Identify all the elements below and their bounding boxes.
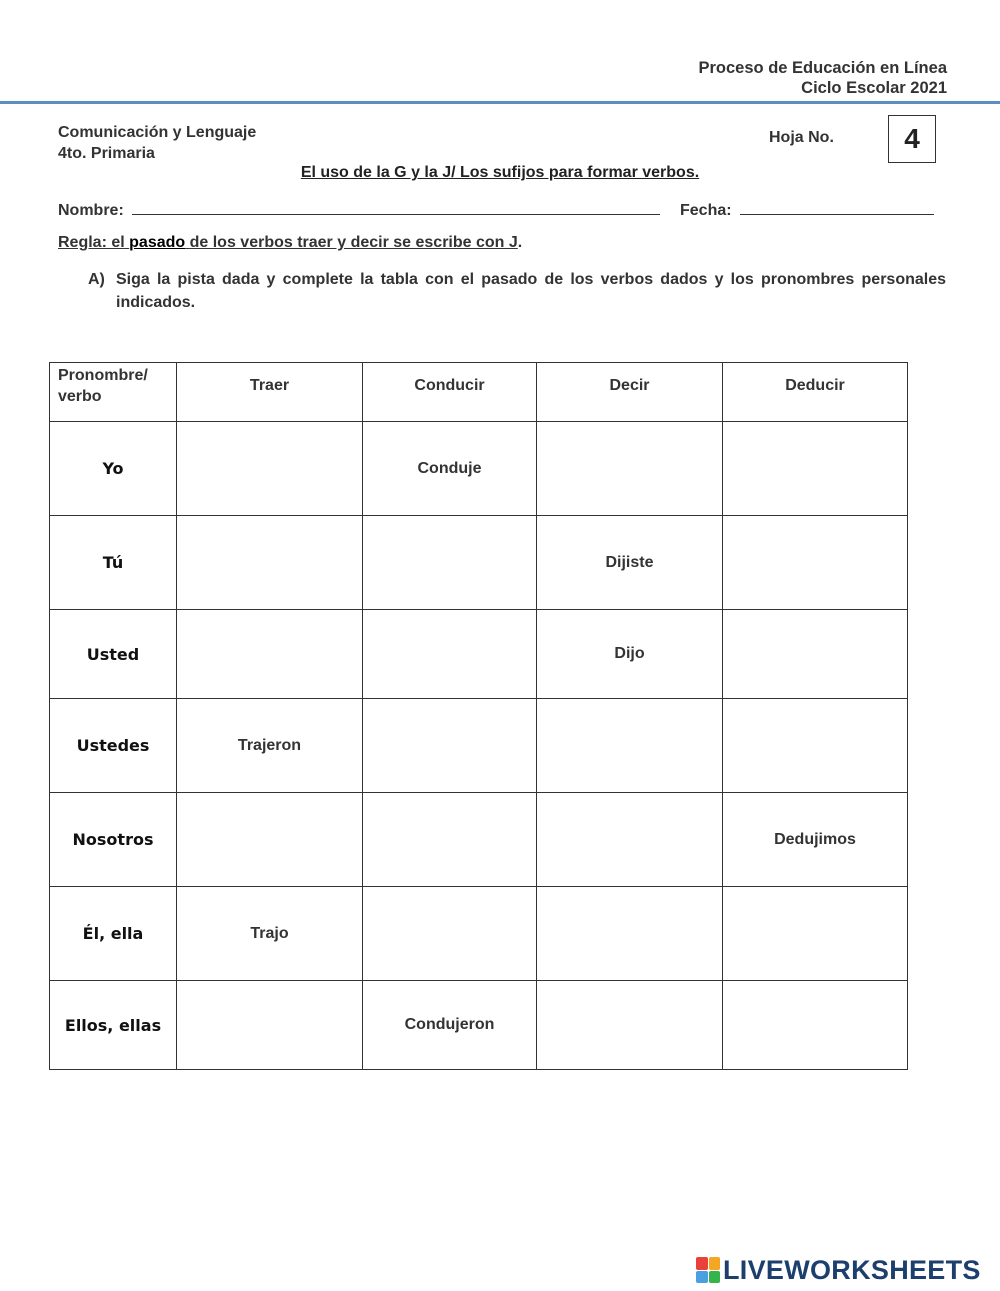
column-header: Deducir (723, 363, 908, 422)
answer-cell: Dijo (537, 610, 723, 699)
course-name: Comunicación y Lenguaje (58, 124, 257, 141)
logo-square-green (709, 1271, 721, 1284)
blank-answer-cell[interactable] (723, 981, 908, 1070)
sheet-label: Hoja No. (769, 129, 834, 146)
sheet-number: 4 (888, 115, 936, 163)
rule-text (58, 234, 522, 252)
pronoun-cell: Ustedes (50, 699, 177, 793)
pronoun-cell: Tú (50, 516, 177, 610)
table-row (50, 793, 908, 887)
blank-answer-cell[interactable] (537, 793, 723, 887)
table-row (50, 610, 908, 699)
blank-answer-cell[interactable] (363, 887, 537, 981)
table-header-row (50, 363, 908, 422)
date-field[interactable] (680, 199, 934, 220)
answer-cell: Condujeron (363, 981, 537, 1070)
answer-cell: Trajo (177, 887, 363, 981)
logo-text: LIVEWORKSHEETS (723, 1254, 981, 1285)
instruction (88, 268, 946, 314)
table-row (50, 981, 908, 1070)
table-row (50, 422, 908, 516)
corner-header (50, 363, 177, 422)
logo-square-blue (696, 1271, 708, 1284)
date-blank[interactable] (740, 199, 934, 215)
header-divider (0, 101, 1000, 104)
column-header: Traer (177, 363, 363, 422)
corner-label-line2: verbo (58, 388, 102, 405)
name-field[interactable] (58, 199, 660, 220)
pronoun-cell: Ellos, ellas (50, 981, 177, 1070)
answer-cell: Trajeron (177, 699, 363, 793)
blank-answer-cell[interactable] (177, 422, 363, 516)
logo-mark-icon (696, 1257, 720, 1283)
blank-answer-cell[interactable] (177, 981, 363, 1070)
rule-keyword: pasado (129, 234, 186, 251)
answer-cell: Dijiste (537, 516, 723, 610)
pronoun-cell: Nosotros (50, 793, 177, 887)
school-year: Ciclo Escolar 2021 (801, 79, 947, 97)
rule-prefix: Regla: el (58, 234, 125, 251)
instruction-text: Siga la pista dada y complete la tabla con el pasado de los verbos dados y los pronombres personales indicados. (116, 271, 946, 311)
worksheet-title: El uso de la G y la J/ Los sufijos para formar verbos. (300, 164, 700, 181)
logo-square-orange (709, 1257, 721, 1270)
blank-answer-cell[interactable] (177, 610, 363, 699)
pronoun-cell: Usted (50, 610, 177, 699)
subject-block (58, 122, 256, 164)
blank-answer-cell[interactable] (537, 887, 723, 981)
grade-level: 4to. Primaria (58, 145, 155, 162)
table-row (50, 887, 908, 981)
rule-suffix: de los verbos traer y decir se escribe con J (189, 234, 518, 251)
blank-answer-cell[interactable] (177, 793, 363, 887)
blank-answer-cell[interactable] (537, 422, 723, 516)
table-row (50, 699, 908, 793)
blank-answer-cell[interactable] (723, 699, 908, 793)
liveworksheets-logo (696, 1254, 981, 1286)
blank-answer-cell[interactable] (363, 516, 537, 610)
verb-table (49, 362, 908, 1070)
blank-answer-cell[interactable] (723, 422, 908, 516)
blank-answer-cell[interactable] (363, 610, 537, 699)
blank-answer-cell[interactable] (363, 793, 537, 887)
answer-cell: Conduje (363, 422, 537, 516)
blank-answer-cell[interactable] (723, 516, 908, 610)
blank-answer-cell[interactable] (723, 887, 908, 981)
column-header: Conducir (363, 363, 537, 422)
answer-cell: Dedujimos (723, 793, 908, 887)
column-header: Decir (537, 363, 723, 422)
corner-label-line1: Pronombre/ (58, 367, 148, 384)
blank-answer-cell[interactable] (537, 699, 723, 793)
table-row (50, 516, 908, 610)
blank-answer-cell[interactable] (537, 981, 723, 1070)
pronoun-cell: Él, ella (50, 887, 177, 981)
blank-answer-cell[interactable] (723, 610, 908, 699)
date-label: Fecha: (680, 202, 732, 219)
program-title: Proceso de Educación en Línea (698, 59, 947, 77)
name-label: Nombre: (58, 202, 124, 219)
name-blank[interactable] (132, 199, 660, 215)
instruction-label: A) (88, 271, 105, 288)
blank-answer-cell[interactable] (363, 699, 537, 793)
logo-square-red (696, 1257, 708, 1270)
pronoun-cell: Yo (50, 422, 177, 516)
blank-answer-cell[interactable] (177, 516, 363, 610)
rule-period: . (517, 234, 523, 251)
